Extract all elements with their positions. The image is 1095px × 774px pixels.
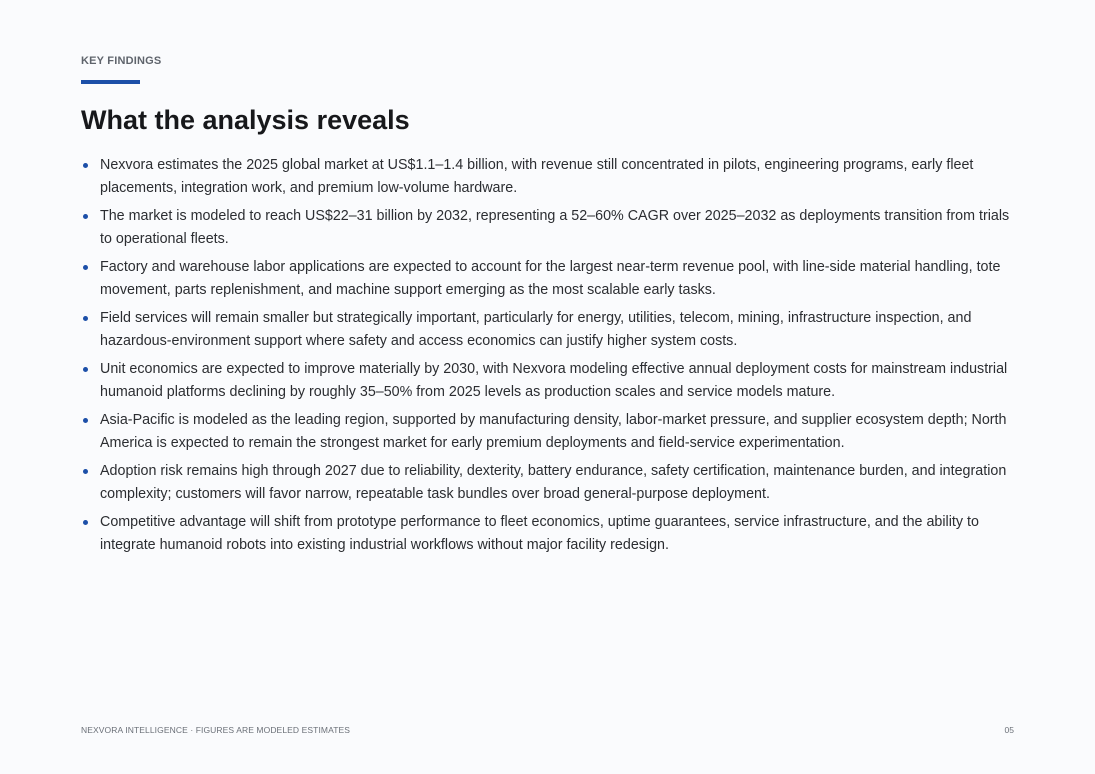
section-eyebrow: KEY FINDINGS bbox=[81, 55, 162, 67]
finding-text: Nexvora estimates the 2025 global market at US$1.1–1.4 billion, with revenue still concentrated in pilots, engineering programs, early fleet placements, integration work, and premium low-volume hardware. bbox=[100, 157, 974, 196]
finding-item bbox=[81, 409, 1016, 454]
finding-text: Adoption risk remains high through 2027 due to reliability, dexterity, battery endurance, safety certification, maintenance burden, and integration complexity; customers will favor narrow, repeatable task bundles over broad general-purpose deployment. bbox=[100, 463, 1007, 502]
finding-text: The market is modeled to reach US$22–31 billion by 2032, representing a 52–60% CAGR over 2025–2032 as deployments transition from trials to operational fleets. bbox=[100, 208, 1010, 247]
bullet-icon bbox=[83, 316, 88, 321]
finding-item bbox=[81, 154, 1016, 199]
finding-text: Field services will remain smaller but strategically important, particularly for energy, utilities, telecom, mining, infrastructure inspection, and hazardous-environment support where safety and access economics can justify higher system costs. bbox=[100, 310, 972, 349]
bullet-icon bbox=[83, 214, 88, 219]
finding-item bbox=[81, 460, 1016, 505]
page-title: What the analysis reveals bbox=[81, 105, 410, 135]
footer-source-note: NEXVORA INTELLIGENCE · FIGURES ARE MODELED ESTIMATES bbox=[81, 725, 351, 735]
bullet-icon bbox=[83, 469, 88, 474]
finding-text: Asia-Pacific is modeled as the leading region, supported by manufacturing density, labor-market pressure, and supplier ecosystem depth; North America is expected to remain the strongest market for early premium deployments and field-service experimentation. bbox=[100, 412, 1007, 451]
finding-item bbox=[81, 256, 1016, 301]
finding-item bbox=[81, 307, 1016, 352]
bullet-icon bbox=[83, 367, 88, 372]
bullet-icon bbox=[83, 520, 88, 525]
finding-text: Factory and warehouse labor applications are expected to account for the largest near-term revenue pool, with line-side material handling, tote movement, parts replenishment, and machine support emerging as the most scalable early tasks. bbox=[100, 259, 1001, 298]
finding-text: Unit economics are expected to improve materially by 2030, with Nexvora modeling effective annual deployment costs for mainstream industrial humanoid platforms declining by roughly 35–50% from 2025 levels as production scales and service models mature. bbox=[100, 361, 1008, 400]
accent-bar bbox=[81, 80, 140, 84]
page-number: 05 bbox=[1004, 725, 1014, 735]
finding-text: Competitive advantage will shift from prototype performance to fleet economics, uptime guarantees, service infrastructure, and the ability to integrate humanoid robots into existing industrial workflows without major facility redesign. bbox=[100, 514, 979, 553]
finding-item bbox=[81, 511, 1016, 556]
finding-item bbox=[81, 205, 1016, 250]
bullet-icon bbox=[83, 163, 88, 168]
bullet-icon bbox=[83, 265, 88, 270]
findings-list bbox=[81, 154, 1016, 562]
finding-item bbox=[81, 358, 1016, 403]
bullet-icon bbox=[83, 418, 88, 423]
